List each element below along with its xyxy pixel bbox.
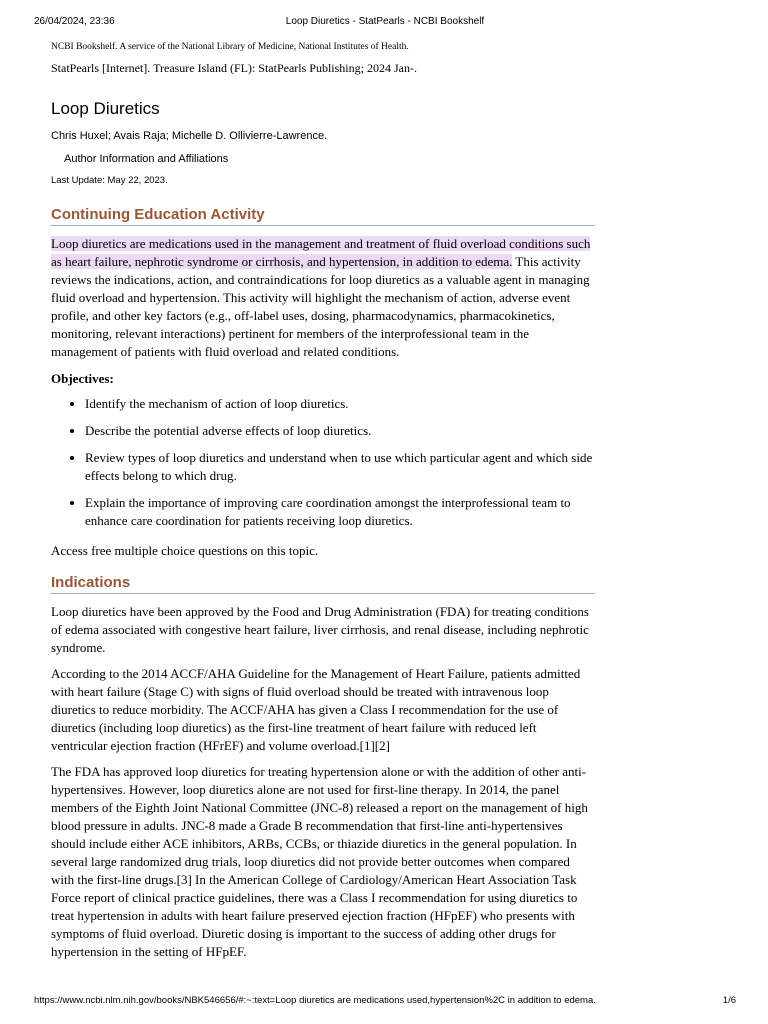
objective-item: • Explain the importance of improving care coordination amongst the interprofessional team to enhance care coordination for patients receiving loop diuretics.: [85, 494, 595, 530]
cea-paragraph: [51, 235, 595, 361]
section-heading-indications: Indications: [51, 573, 595, 594]
highlighted-text: Loop diuretics are medications used in the management and treatment of fluid overload conditions such as heart failure, nephrotic syndrome or cirrhosis, and hypertension, in addition to edema.: [51, 236, 591, 269]
authors-list: Chris Huxel; Avais Raja; Michelle D. Ollivierre-Lawrence.: [51, 130, 328, 142]
article-title: Loop Diuretics: [51, 99, 160, 118]
objective-item: • Identify the mechanism of action of loop diuretics.: [85, 395, 595, 413]
source-citation: StatPearls [Internet]. Treasure Island (FL): StatPearls Publishing; 2024 Jan-.: [51, 61, 417, 75]
print-url: https://www.ncbi.nlm.nih.gov/books/NBK546656/#:~:text=Loop diuretics are medications used,hypertension%2C in addition to edema.: [34, 995, 596, 1006]
access-questions-link[interactable]: Access free multiple choice questions on this topic.: [51, 543, 319, 558]
objective-item: • Review types of loop diuretics and understand when to use which particular agent and which side effects belong to which drug.: [85, 449, 595, 485]
objectives-list: [51, 395, 595, 530]
author-affiliations-link[interactable]: Author Information and Affiliations: [64, 153, 229, 165]
bookshelf-banner: NCBI Bookshelf. A service of the National Library of Medicine, National Institutes of Health.: [51, 42, 409, 52]
section-heading-cea: Continuing Education Activity: [51, 205, 595, 226]
objective-item: • Describe the potential adverse effects of loop diuretics.: [85, 422, 595, 440]
last-update: Last Update: May 22, 2023.: [51, 175, 168, 186]
page-number: 1/6: [722, 995, 736, 1006]
cea-paragraph-rest: This activity reviews the indications, action, and contraindications for loop diuretics as a valuable agent in managing fluid overload and hypertension. This activity will highlight the mechanism of action, adverse event profile, and other key factors (e.g., off-label uses, dosing, pharmacodynamics, pharmacokinetics, monitoring, relevant interactions) pertinent for members of the interprofessional team in the management of patients with fluid overload and related conditions.: [51, 254, 590, 359]
indications-paragraph: Loop diuretics have been approved by the Food and Drug Administration (FDA) for treating conditions of edema associated with congestive heart failure, liver cirrhosis, and renal disease, including nephrotic syndrome.: [51, 604, 589, 655]
indications-paragraph: The FDA has approved loop diuretics for treating hypertension alone or with the addition of other anti-hypertensives. However, loop diuretics alone are not used for first-line therapy. In 2014, the panel members of the Eighth Joint National Committee (JNC-8) released a report on the management of high blood pressure in adults. JNC-8 made a Grade B recommendation that first-line anti-hypertensives should include either ACE inhibitors, ARBs, CCBs, or thiazide diuretics in the general population. In several large randomized drug trials, loop diuretics did not provide better outcomes when compared with the first-line drugs.[3] In the American College of Cardiology/American Heart Association Task Force report of clinical practice guidelines, there was a Class I recommendation for using diuretics to treat hypertension in adults with heart failure preserved ejection fraction (HFpEF) who presents with symptoms of fluid overload. Diuretic dosing is important to the success of adding other drugs for hypertension in the setting of HFpEF.: [51, 764, 588, 959]
article-content: [51, 40, 595, 961]
indications-paragraph: According to the 2014 ACCF/AHA Guideline for the Management of Heart Failure, patients admitted with heart failure (Stage C) with signs of fluid overload should be treated with intravenous loop diuretics to reduce morbidity. The ACCF/AHA has given a Class I recommendation for the use of diuretics (including loop diuretics) as the first-line treatment of heart failure with reduced left ventricular ejection fraction (HFrEF) and volume overload.[1][2]: [51, 666, 581, 753]
print-date: 26/04/2024, 23:36: [34, 16, 115, 27]
print-page-title: Loop Diuretics - StatPearls - NCBI Bookshelf: [285, 16, 485, 27]
objectives-label: Objectives:: [51, 371, 114, 386]
